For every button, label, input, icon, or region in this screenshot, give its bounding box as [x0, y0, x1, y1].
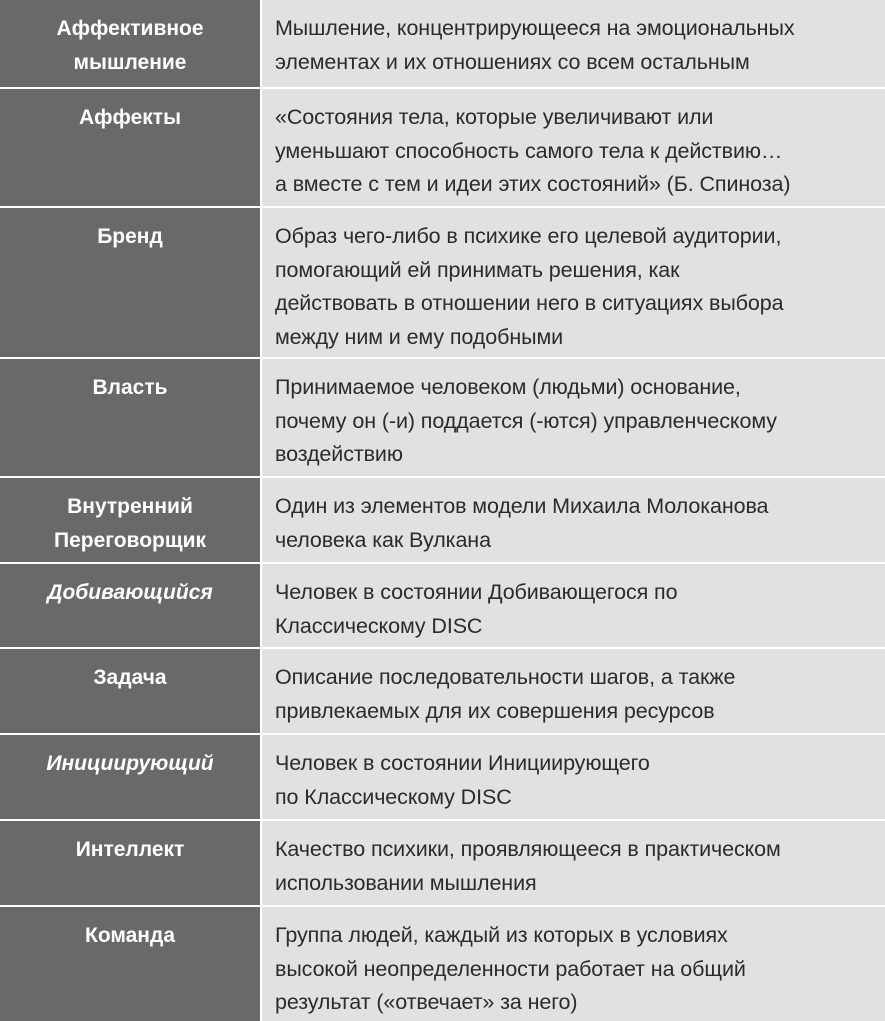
definition-line: Человек в состоянии Инициирующего: [275, 751, 650, 775]
term-text: [0, 89, 260, 135]
table-row: [0, 563, 885, 648]
definition-line: «Состояния тела, которые увеличивают или: [275, 105, 714, 129]
definition-cell: [261, 563, 885, 648]
term-line: Переговорщик: [53, 529, 206, 552]
definition-text: [262, 649, 885, 728]
term-line: Внутренний: [67, 495, 193, 518]
table-row: [0, 358, 885, 477]
definition-line: результат («отвечает» за него): [275, 990, 578, 1014]
definition-text: [262, 208, 885, 354]
definition-line: почему он (-и) поддается (-ются) управленческому: [275, 408, 777, 433]
definition-line: между ним и ему подобными: [275, 324, 564, 349]
table-row: [0, 648, 885, 734]
term-cell: [0, 477, 261, 563]
term-cell: [0, 358, 261, 477]
table-row: [0, 820, 885, 906]
term-line: Интеллект: [75, 838, 185, 861]
term-text: [0, 478, 260, 558]
definition-line: использовании мышления: [275, 870, 537, 895]
definition-line: Принимаемое человеком (людьми) основание,: [275, 375, 741, 399]
definition-text: [262, 564, 885, 643]
term-cell: [0, 88, 261, 207]
term-text: [0, 0, 260, 80]
term-text: [0, 735, 260, 781]
definition-text: [262, 89, 885, 202]
term-line: Власть: [92, 376, 168, 399]
table-row: [0, 207, 885, 358]
term-line: мышление: [73, 51, 187, 74]
table-row: [0, 734, 885, 820]
table-row: [0, 906, 885, 1021]
term-line: Команда: [85, 924, 175, 947]
definition-line: уменьшают способность самого тела к действию…: [275, 138, 783, 163]
definition-line: Один из элементов модели Михаила Молоканова: [275, 494, 769, 518]
definition-line: воздействию: [275, 442, 403, 466]
definition-cell: [261, 0, 885, 88]
definition-line: Описание последовательности шагов, а также: [275, 665, 736, 689]
definition-text: [262, 478, 885, 557]
definition-cell: [261, 358, 885, 477]
definition-line: Качество психики, проявляющееся в практическом: [275, 837, 781, 861]
term-cell: [0, 906, 261, 1021]
definition-line: высокой неопределенности работает на общий: [275, 956, 746, 981]
term-line: Задача: [93, 666, 167, 689]
definition-line: привлекаемых для их совершения ресурсов: [275, 698, 715, 723]
term-cell: [0, 0, 261, 88]
table-row: [0, 477, 885, 563]
definition-line: Человек в состоянии Добивающегося по: [275, 580, 678, 604]
term-cell: [0, 734, 261, 820]
definition-cell: [261, 906, 885, 1021]
term-text: [0, 821, 260, 867]
term-text: [0, 359, 260, 405]
term-line: Инициирующий: [46, 752, 214, 775]
definition-line: а вместе с тем и идеи этих состояний» (Б. Спиноза): [275, 172, 791, 196]
term-text: [0, 564, 260, 610]
term-cell: [0, 648, 261, 734]
definition-line: Мышление, концентрирующееся на эмоциональных: [275, 16, 795, 40]
term-cell: [0, 563, 261, 648]
term-text: [0, 907, 260, 953]
definition-line: Классическому DISC: [275, 613, 483, 638]
definition-line: Группа людей, каждый из которых в условиях: [275, 923, 728, 947]
definition-line: действовать в отношении него в ситуациях выбора: [275, 291, 784, 315]
table-row: [0, 0, 885, 88]
definition-line: по Классическому DISC: [275, 784, 512, 809]
term-text: [0, 649, 260, 695]
term-cell: [0, 820, 261, 906]
definition-line: Образ чего-либо в психике его целевой аудитории,: [275, 224, 782, 248]
definition-line: человека как Вулкана: [275, 527, 491, 552]
definition-text: [262, 0, 885, 79]
definition-cell: [261, 207, 885, 358]
table-row: [0, 88, 885, 207]
term-cell: [0, 207, 261, 358]
definition-cell: [261, 820, 885, 906]
definition-text: [262, 359, 885, 472]
definition-text: [262, 907, 885, 1020]
definition-text: [262, 735, 885, 814]
definition-text: [262, 821, 885, 900]
definition-cell: [261, 477, 885, 563]
definition-line: элементах и их отношениях со всем остальным: [275, 49, 750, 74]
term-line: Бренд: [97, 225, 163, 248]
definition-cell: [261, 88, 885, 207]
definition-cell: [261, 648, 885, 734]
term-line: Аффективное: [56, 17, 204, 40]
definition-line: помогающий ей принимать решения, как: [275, 257, 680, 282]
term-line: Аффекты: [78, 106, 182, 129]
definition-cell: [261, 734, 885, 820]
term-line: Добивающийся: [47, 581, 213, 604]
term-text: [0, 208, 260, 254]
